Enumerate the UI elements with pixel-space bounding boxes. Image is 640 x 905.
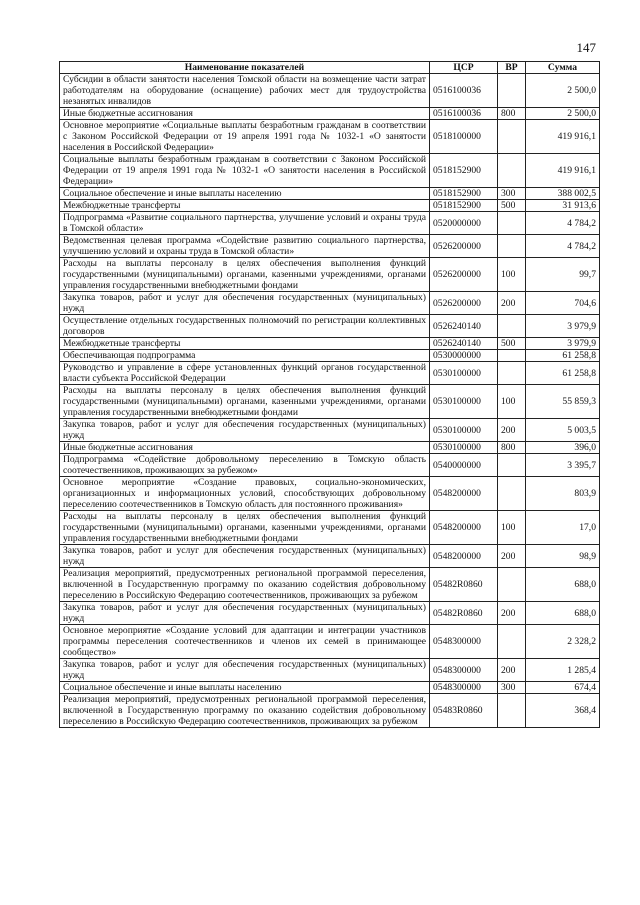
row-vr-cell: 200: [498, 419, 526, 442]
table-row: [60, 212, 600, 235]
row-vr-cell: [498, 454, 526, 477]
row-csr-cell: 0548200000: [430, 511, 498, 545]
row-sum-cell: 2 500,0: [526, 108, 600, 120]
table-row: [60, 602, 600, 625]
row-vr-cell: [498, 694, 526, 728]
row-name-cell: Расходы на выплаты персоналу в целях обеспечения выполнения функций государственными (муниципальными) органами, казенными учреждениями, органами управления государственными внебюджетными фондами: [60, 511, 430, 545]
row-vr-cell: [498, 568, 526, 602]
row-sum-cell: 61 258,8: [526, 362, 600, 385]
row-csr-cell: 05482R0860: [430, 602, 498, 625]
row-name-cell: Социальное обеспечение и иные выплаты населению: [60, 188, 430, 200]
row-name-cell: Основное мероприятие «Создание правовых, социально-экономических, организационных и информационных условий, способствующих добровольному переселению соотечественников в Томскую область для постоянного проживания»: [60, 477, 430, 511]
row-csr-cell: 0526200000: [430, 235, 498, 258]
row-vr-cell: 300: [498, 682, 526, 694]
table-row: [60, 442, 600, 454]
row-vr-cell: 200: [498, 292, 526, 315]
row-sum-cell: 55 859,3: [526, 385, 600, 419]
row-sum-cell: 803,9: [526, 477, 600, 511]
row-vr-cell: 200: [498, 602, 526, 625]
row-csr-cell: 0518152900: [430, 154, 498, 188]
row-vr-cell: [498, 477, 526, 511]
row-name-cell: Закупка товаров, работ и услуг для обеспечения государственных (муниципальных) нужд: [60, 602, 430, 625]
row-sum-cell: 1 285,4: [526, 659, 600, 682]
table-row: [60, 385, 600, 419]
row-vr-cell: 300: [498, 188, 526, 200]
row-name-cell: Ведомственная целевая программа «Содействие развитию социального партнерства, улучшению условий и охраны труда в Томской области»: [60, 235, 430, 258]
row-csr-cell: 0526200000: [430, 258, 498, 292]
row-name-cell: Осуществление отдельных государственных полномочий по регистрации коллективных договоров: [60, 315, 430, 338]
table-row: [60, 120, 600, 154]
row-csr-cell: 05483R0860: [430, 694, 498, 728]
table-row: [60, 568, 600, 602]
row-sum-cell: 3 979,9: [526, 315, 600, 338]
row-vr-cell: 200: [498, 659, 526, 682]
row-name-cell: Расходы на выплаты персоналу в целях обеспечения выполнения функций государственными (муниципальными) органами, казенными учреждениями, органами управления государственными внебюджетными фондами: [60, 385, 430, 419]
page-number: 147: [576, 40, 596, 55]
row-vr-cell: 100: [498, 258, 526, 292]
row-sum-cell: 2 500,0: [526, 74, 600, 108]
table-row: [60, 625, 600, 659]
row-name-cell: Основное мероприятие «Социальные выплаты безработным гражданам в соответствии с Законом Российской Федерации от 19 апреля 1991 года № 1032-1 «О занятости населения в Российской Федерации»: [60, 120, 430, 154]
row-name-cell: Расходы на выплаты персоналу в целях обеспечения выполнения функций государственными (муниципальными) органами, казенными учреждениями, органами управления государственными внебюджетными фондами: [60, 258, 430, 292]
row-sum-cell: 396,0: [526, 442, 600, 454]
row-vr-cell: [498, 362, 526, 385]
table-header-row: [60, 62, 600, 74]
row-csr-cell: 0518152900: [430, 188, 498, 200]
table-row: [60, 258, 600, 292]
table-row: [60, 545, 600, 568]
row-sum-cell: 704,6: [526, 292, 600, 315]
row-csr-cell: 0530100000: [430, 419, 498, 442]
table-row: [60, 362, 600, 385]
row-csr-cell: 0548200000: [430, 545, 498, 568]
table-body: [60, 74, 600, 728]
row-sum-cell: 2 328,2: [526, 625, 600, 659]
row-vr-cell: 500: [498, 200, 526, 212]
row-vr-cell: 100: [498, 385, 526, 419]
header-vr: ВР: [498, 62, 526, 74]
row-name-cell: Закупка товаров, работ и услуг для обеспечения государственных (муниципальных) нужд: [60, 292, 430, 315]
row-vr-cell: [498, 154, 526, 188]
table-row: [60, 338, 600, 350]
row-name-cell: Закупка товаров, работ и услуг для обеспечения государственных (муниципальных) нужд: [60, 545, 430, 568]
row-sum-cell: 17,0: [526, 511, 600, 545]
row-sum-cell: 31 913,6: [526, 200, 600, 212]
row-vr-cell: [498, 235, 526, 258]
table-row: [60, 235, 600, 258]
row-csr-cell: 0526200000: [430, 292, 498, 315]
budget-table: [59, 61, 600, 728]
row-sum-cell: 419 916,1: [526, 120, 600, 154]
row-vr-cell: [498, 212, 526, 235]
row-csr-cell: 0526240140: [430, 338, 498, 350]
row-name-cell: Реализация мероприятий, предусмотренных региональной программой переселения, включенной в Государственную программу по оказанию содействия добровольному переселению в Российскую Федерацию соотечественников, проживающих за рубежом: [60, 694, 430, 728]
row-csr-cell: 0540000000: [430, 454, 498, 477]
row-vr-cell: [498, 120, 526, 154]
row-sum-cell: 688,0: [526, 602, 600, 625]
row-name-cell: Иные бюджетные ассигнования: [60, 108, 430, 120]
row-name-cell: Социальное обеспечение и иные выплаты населению: [60, 682, 430, 694]
row-sum-cell: 388 002,5: [526, 188, 600, 200]
row-sum-cell: 4 784,2: [526, 212, 600, 235]
row-vr-cell: [498, 74, 526, 108]
row-name-cell: Иные бюджетные ассигнования: [60, 442, 430, 454]
table-row: [60, 694, 600, 728]
table-row: [60, 154, 600, 188]
row-vr-cell: 500: [498, 338, 526, 350]
row-name-cell: Субсидии в области занятости населения Томской области на возмещение части затрат работодателям на оборудование (оснащение) рабочих мест для трудоустройства незанятых инвалидов: [60, 74, 430, 108]
header-csr: ЦСР: [430, 62, 498, 74]
row-sum-cell: 3 979,9: [526, 338, 600, 350]
row-csr-cell: 0530000000: [430, 350, 498, 362]
row-csr-cell: 0516100036: [430, 108, 498, 120]
row-csr-cell: 0548300000: [430, 625, 498, 659]
table-row: [60, 477, 600, 511]
row-sum-cell: 419 916,1: [526, 154, 600, 188]
row-csr-cell: 05482R0860: [430, 568, 498, 602]
row-name-cell: Межбюджетные трансферты: [60, 338, 430, 350]
row-name-cell: Руководство и управление в сфере установленных функций органов государственной власти субъекта Российской Федерации: [60, 362, 430, 385]
row-csr-cell: 0516100036: [430, 74, 498, 108]
row-sum-cell: 368,4: [526, 694, 600, 728]
row-csr-cell: 0526240140: [430, 315, 498, 338]
row-sum-cell: 688,0: [526, 568, 600, 602]
row-csr-cell: 0530100000: [430, 362, 498, 385]
row-name-cell: Подпрограмма «Развитие социального партнерства, улучшение условий и охраны труда в Томской области»: [60, 212, 430, 235]
row-name-cell: Реализация мероприятий, предусмотренных региональной программой переселения, включенной в Государственную программу по оказанию содействия добровольному переселению в Российскую Федерацию соотечественников, проживающих за рубежом: [60, 568, 430, 602]
row-name-cell: Социальные выплаты безработным гражданам в соответствии с Законом Российской Федерации от 19 апреля 1991 года № 1032-1 «О занятости населения в Российской Федерации»: [60, 154, 430, 188]
row-vr-cell: [498, 315, 526, 338]
row-csr-cell: 0548300000: [430, 682, 498, 694]
table-row: [60, 108, 600, 120]
row-sum-cell: 5 003,5: [526, 419, 600, 442]
row-name-cell: Закупка товаров, работ и услуг для обеспечения государственных (муниципальных) нужд: [60, 659, 430, 682]
header-name: Наименование показателей: [60, 62, 430, 74]
table-row: [60, 292, 600, 315]
row-vr-cell: 200: [498, 545, 526, 568]
table-row: [60, 419, 600, 442]
table-row: [60, 454, 600, 477]
row-sum-cell: 99,7: [526, 258, 600, 292]
row-vr-cell: 800: [498, 442, 526, 454]
row-sum-cell: 3 395,7: [526, 454, 600, 477]
table-row: [60, 659, 600, 682]
row-csr-cell: 0520000000: [430, 212, 498, 235]
table-row: [60, 188, 600, 200]
table-row: [60, 315, 600, 338]
row-csr-cell: 0518100000: [430, 120, 498, 154]
row-sum-cell: 674,4: [526, 682, 600, 694]
row-sum-cell: 61 258,8: [526, 350, 600, 362]
row-name-cell: Основное мероприятие «Создание условий для адаптации и интеграции участников программы переселения соотечественников и членов их семей в принимающее сообщество»: [60, 625, 430, 659]
table-row: [60, 74, 600, 108]
table-row: [60, 682, 600, 694]
row-name-cell: Подпрограмма «Содействие добровольному переселению в Томскую область соотечественников, проживающих за рубежом»: [60, 454, 430, 477]
row-vr-cell: 100: [498, 511, 526, 545]
row-sum-cell: 98,9: [526, 545, 600, 568]
row-name-cell: Обеспечивающая подпрограмма: [60, 350, 430, 362]
row-vr-cell: 800: [498, 108, 526, 120]
row-csr-cell: 0518152900: [430, 200, 498, 212]
header-sum: Сумма: [526, 62, 600, 74]
row-vr-cell: [498, 625, 526, 659]
row-csr-cell: 0548200000: [430, 477, 498, 511]
table-row: [60, 350, 600, 362]
row-csr-cell: 0530100000: [430, 442, 498, 454]
row-name-cell: Межбюджетные трансферты: [60, 200, 430, 212]
row-name-cell: Закупка товаров, работ и услуг для обеспечения государственных (муниципальных) нужд: [60, 419, 430, 442]
row-csr-cell: 0548300000: [430, 659, 498, 682]
row-vr-cell: [498, 350, 526, 362]
row-csr-cell: 0530100000: [430, 385, 498, 419]
table-row: [60, 511, 600, 545]
row-sum-cell: 4 784,2: [526, 235, 600, 258]
table-row: [60, 200, 600, 212]
